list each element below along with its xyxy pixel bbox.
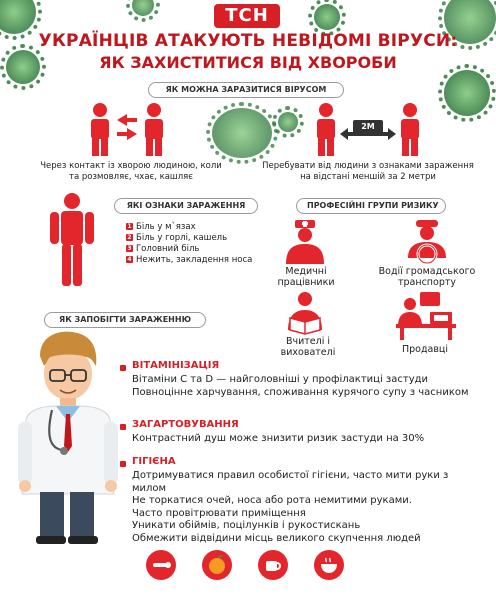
virus-decoration-icon — [212, 108, 272, 158]
tsn-logo: ТСН — [214, 4, 280, 28]
distance-badge: 2М — [353, 120, 383, 134]
hygiene-title: ГІГІЄНА — [132, 456, 176, 467]
hygiene-item: Обмежити відвідини місць великого скупчення людей — [132, 532, 421, 544]
virus-decoration-icon — [278, 112, 298, 132]
two-people-contact-icon — [82, 98, 172, 158]
symptoms-list — [126, 222, 256, 266]
symptom-item: 3 Головний біль — [127, 244, 200, 254]
risk-drivers-label: Водії громадського транспорту — [378, 266, 476, 288]
body-figure-icon — [44, 192, 100, 288]
section-heading-how-infected: ЯК МОЖНА ЗАРАЗИТИСЯ ВІРУСОМ — [148, 82, 344, 98]
bullet-icon — [120, 365, 126, 371]
hygiene-list — [132, 470, 452, 545]
driver-icon — [400, 218, 454, 264]
section-heading-symptoms: ЯКІ ОЗНАКИ ЗАРАЖЕННЯ — [114, 198, 258, 214]
hygiene-item: Дотримуватися правил особистої гігієни, часто мити руки з милом — [132, 470, 449, 494]
hardening-text: Контрастний душ може знизити ризик застуди на 30% — [132, 433, 425, 444]
section-heading-risk-groups: ПРОФЕСІЙНІ ГРУПИ РИЗИКУ — [296, 198, 446, 214]
medical-worker-icon — [280, 218, 330, 264]
symptom-item: 1 Біль у м`язах — [127, 222, 196, 232]
hygiene-item: Уникати обіймів, поцілунків і рукостискань — [132, 520, 361, 531]
teacher-icon — [278, 290, 332, 336]
virus-decoration-icon — [132, 0, 154, 16]
page-subtitle: ЯК ЗАХИСТИТИСЯ ВІД ХВОРОБИ — [99, 53, 397, 72]
bullet-icon — [120, 461, 126, 467]
vitamins-title: ВІТАМІНІЗАЦІЯ — [132, 360, 220, 371]
contact-infection-text: Через контакт із хворою людиною, коли та розмовляє, чхає, кашляє — [40, 161, 222, 182]
hygiene-item: Не торкатися очей, носа або рота немитими руками. — [132, 495, 412, 506]
symptom-item: 2 Біль у горлі, кашель — [127, 233, 228, 243]
cup-icon — [258, 550, 288, 580]
risk-teachers-label: Вчителі і вихователі — [280, 336, 336, 358]
soup-icon — [314, 550, 344, 580]
virus-decoration-icon — [314, 4, 340, 30]
page-title: УКРАЇНЦІВ АТАКУЮТЬ НЕВІДОМІ ВІРУСИ: — [38, 31, 458, 51]
hardening-title: ЗАГАРТОВУВАННЯ — [132, 419, 239, 430]
bullet-icon — [120, 424, 126, 430]
orange-icon — [202, 550, 232, 580]
vitamins-text: Вітаміни С та D — найголовніші у профілактиці застуди Повноцінне харчування, споживання курячого супу з часником — [132, 374, 469, 398]
hygiene-item: Часто провітрювати приміщення — [132, 507, 306, 519]
section-heading-prevention: ЯК ЗАПОБІГТИ ЗАРАЖЕННЮ — [44, 312, 206, 328]
virus-decoration-icon — [0, 0, 36, 34]
distance-infection-text: Перебувати від людини з ознаками зараження на відстані меншій за 2 метри — [262, 161, 474, 182]
virus-decoration-icon — [444, 70, 490, 116]
seller-icon — [390, 290, 460, 340]
doctor-illustration — [6, 326, 126, 548]
thermometer-icon — [146, 550, 176, 580]
symptom-item: 4 Нежить, закладення носа — [127, 255, 253, 265]
risk-sellers-label: Продавці — [401, 344, 449, 355]
risk-medical-label: Медичні працівники — [277, 266, 335, 288]
